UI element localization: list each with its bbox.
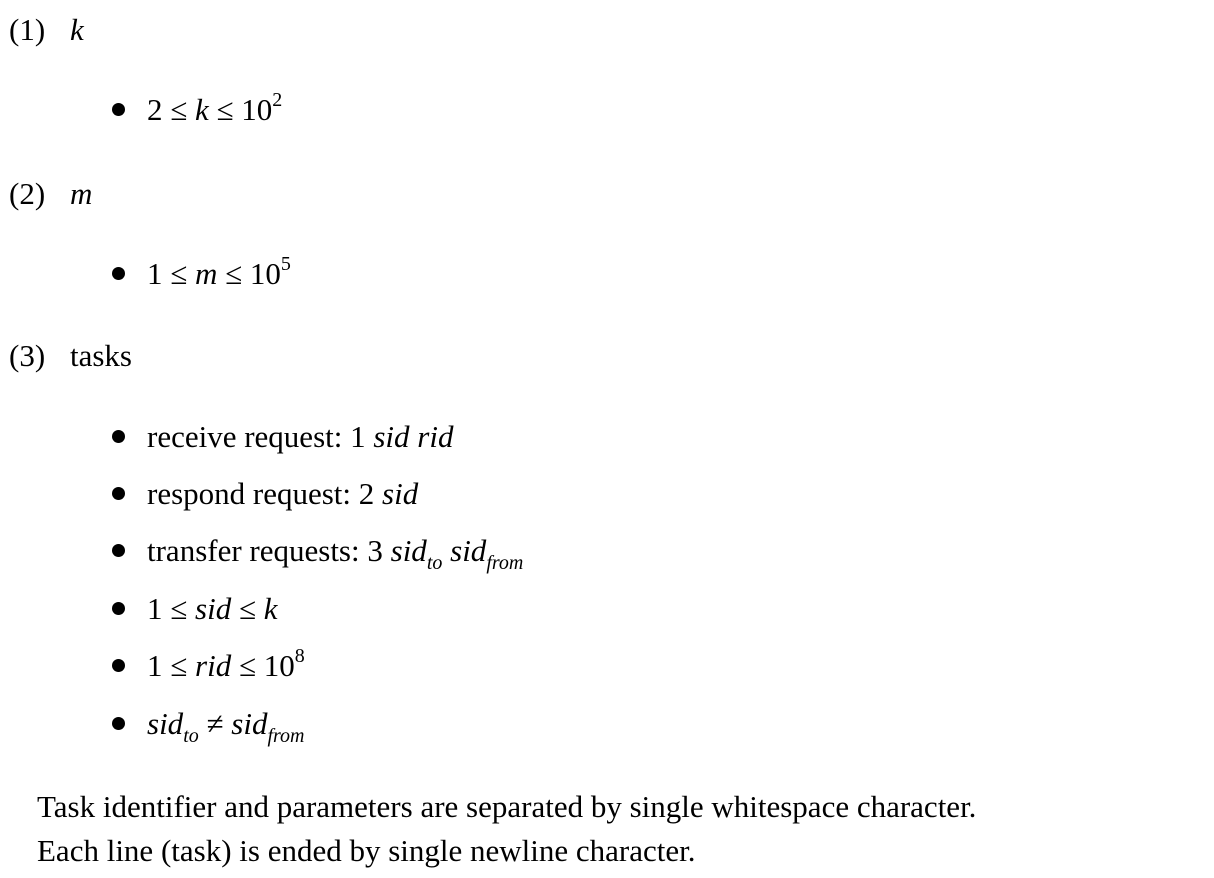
bound-upper-exponent: 5 [280, 253, 291, 275]
section-1-title: k [70, 12, 84, 47]
section-2-number: (2) [9, 176, 46, 211]
task-label: respond request: [147, 476, 352, 511]
section-3-title: tasks [70, 338, 132, 373]
relation: ≤ [238, 591, 256, 626]
relation: ≤ [170, 256, 188, 291]
bound-lower: 1 [147, 256, 163, 291]
task-label: transfer requests: [147, 533, 360, 568]
relation: ≤ [238, 648, 256, 683]
bound-lower: 2 [147, 92, 163, 127]
relation-not-equal: ≠ [206, 706, 224, 741]
bullet-icon [112, 544, 125, 557]
arg-sid: sid [147, 706, 184, 741]
relation: ≤ [216, 92, 234, 127]
bound-upper-exponent: 8 [294, 645, 305, 667]
task-code: 2 [358, 476, 375, 511]
task-code: 1 [350, 419, 366, 454]
bullet-icon [112, 430, 125, 443]
arg-subscript-to: to [183, 725, 199, 747]
task-args: sid rid [373, 419, 454, 454]
section-3-bullet-receive [112, 418, 453, 456]
relation: ≤ [225, 256, 243, 291]
variable: k [195, 92, 209, 127]
bound-lower: 1 [147, 648, 163, 683]
bound-lower: 1 [147, 591, 163, 626]
relation: ≤ [170, 92, 188, 127]
section-1-number: (1) [9, 12, 46, 47]
arg-subscript-from: from [267, 725, 305, 747]
section-2-title: m [70, 176, 93, 211]
variable: sid [195, 591, 232, 626]
task-args: sid [382, 476, 419, 511]
variable: rid [195, 648, 232, 683]
arg-sid: sid [450, 533, 487, 568]
task-code: 3 [367, 533, 383, 568]
arg-sid: sid [231, 706, 268, 741]
section-1-heading [0, 11, 400, 49]
bound-upper: k [263, 591, 278, 626]
bound-upper-base: 10 [241, 92, 273, 127]
bullet-icon [112, 717, 125, 730]
task-label: receive request: [147, 419, 343, 454]
bullet-icon [112, 103, 125, 116]
section-2-bullet-1 [112, 255, 291, 293]
bound-upper-base: 10 [263, 648, 295, 683]
variable: m [195, 256, 218, 291]
paragraph-line-1: Task identifier and parameters are separated by single whitespace character. [37, 789, 977, 824]
relation: ≤ [170, 648, 188, 683]
section-3-bullet-sid-range [112, 590, 277, 628]
section-2-heading [0, 175, 400, 213]
bound-upper-base: 10 [249, 256, 281, 291]
section-3-bullet-sid-distinct [112, 705, 305, 747]
section-3-number: (3) [9, 338, 46, 373]
bullet-icon [112, 602, 125, 615]
bullet-icon [112, 267, 125, 280]
section-3-bullet-respond [112, 475, 418, 513]
arg-sid: sid [390, 533, 427, 568]
section-3-bullet-rid-range [112, 647, 305, 685]
bound-upper-exponent: 2 [272, 89, 283, 111]
bullet-icon [112, 487, 125, 500]
arg-subscript-from: from [486, 552, 524, 574]
section-3-bullet-transfer [112, 532, 524, 574]
arg-subscript-to: to [426, 552, 443, 574]
section-1-bullet-1 [112, 91, 282, 129]
paragraph-line-2: Each line (task) is ended by single newline character. [37, 833, 696, 868]
relation: ≤ [170, 591, 188, 626]
bullet-icon [112, 659, 125, 672]
section-3-heading [0, 337, 400, 375]
